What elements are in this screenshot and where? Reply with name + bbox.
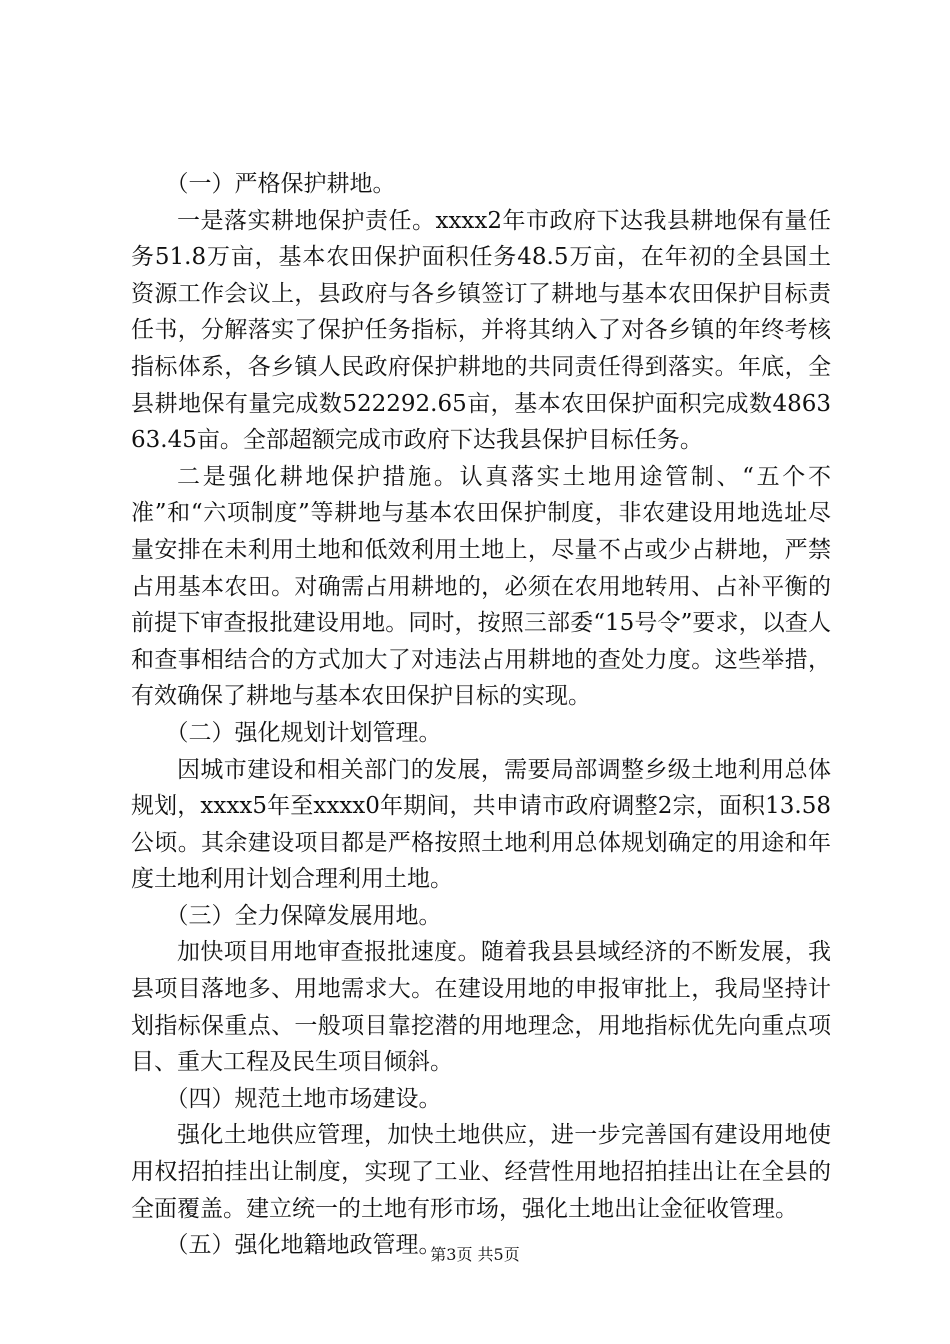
- section-heading-2: （二）强化规划计划管理。: [165, 719, 442, 746]
- section-1-paragraph-1: 一是落实耕地保护责任。xxxx2年市政府下达我县耕地保有量任务51.8万亩，基本农田保护面积任务48.5万亩，在年初的全县国土资源工作会议上，县政府与各乡镇签订了耕地与基本农田保护目标责任书，分解落实了保护任务指标，并将其纳入了对各乡镇的年终考核指标体系，各乡镇人民政府保护耕地的共同责任得到落实。年底，全县耕地保有量完成数522292.65亩，基本农田保护面积完成数486363.45亩。全部超额完成市政府下达我县保护目标任务。: [131, 207, 831, 454]
- section-2-paragraph-1: 因城市建设和相关部门的发展，需要局部调整乡级土地利用总体规划，xxxx5年至xxxx0年期间，共申请市政府调整2宗，面积13.58公顷。其余建设项目都是严格按照土地利用总体规划确定的用途和年度土地利用计划合理利用土地。: [131, 756, 831, 893]
- section-1-paragraph-2: 二是强化耕地保护措施。认真落实土地用途管制、“五个不准”和“六项制度”等耕地与基本农田保护制度，非农建设用地选址尽量安排在未利用土地和低效利用土地上，尽量不占或少占耕地，严禁占用基本农田。对确需占用耕地的，必须在农用地转用、占补平衡的前提下审查报批建设用地。同时，按照三部委“15号令”要求，以查人和查事相结合的方式加大了对违法占用耕地的查处力度。这些举措，有效确保了耕地与基本农田保护目标的实现。: [131, 463, 831, 710]
- section-heading-1: （一）严格保护耕地。: [165, 171, 396, 197]
- section-4-paragraph-1: 强化土地供应管理，加快土地供应，进一步完善国有建设用地使用权招拍挂出让制度，实现了工业、经营性用地招拍挂出让在全县的全面覆盖。建立统一的土地有形市场，强化土地出让金征收管理。: [131, 1122, 831, 1222]
- section-heading-4: （四）规范土地市场建设。: [165, 1085, 442, 1112]
- section-heading-3: （三）全力保障发展用地。: [165, 902, 442, 929]
- page-footer: 第3页 共5页: [430, 1245, 520, 1264]
- document-body: [131, 166, 831, 1264]
- section-3-paragraph-1: 加快项目用地审查报批速度。随着我县县域经济的不断发展，我县项目落地多、用地需求大。在建设用地的申报审批上，我局坚持计划指标保重点、一般项目靠挖潜的用地理念，用地指标优先向重点项目、重大工程及民生项目倾斜。: [131, 939, 831, 1076]
- section-heading-5: （五）强化地籍地政管理。: [165, 1232, 442, 1259]
